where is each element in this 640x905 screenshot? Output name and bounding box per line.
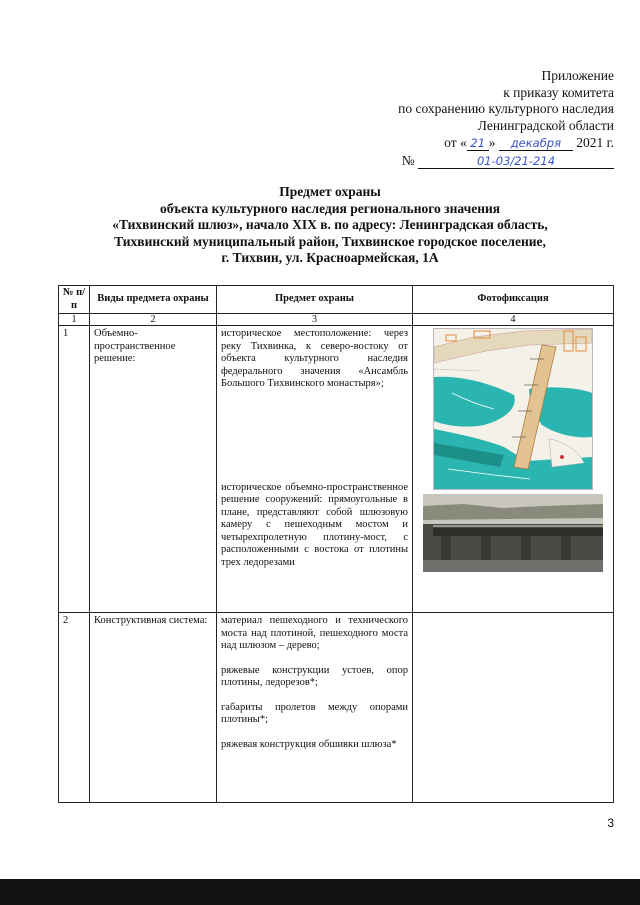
- title-line-2: объекта культурного наследия регионального значения: [159, 200, 501, 216]
- table-header-row: [59, 286, 614, 314]
- row-photos-empty: [413, 613, 614, 803]
- col-num-2: 2: [90, 314, 217, 326]
- title-line-5: г. Тихвин, ул. Красноармейская, 1А: [221, 250, 439, 265]
- appendix-header: [324, 68, 614, 169]
- header-subject: Предмет охраны: [217, 286, 413, 314]
- row-kind: Объемно-пространственное решение:: [90, 326, 217, 613]
- subject-crib-structures: ряжевые конструкции устоев, опор плотины, ледорезов*;: [221, 664, 408, 688]
- protection-table: [58, 285, 614, 803]
- row-number: 2: [59, 613, 90, 803]
- row-subject: [217, 326, 413, 613]
- row-subject: [217, 613, 413, 803]
- appendix-region-line: Ленинградской области: [477, 117, 614, 133]
- appendix-committee-line: по сохранению культурного наследия: [398, 101, 614, 116]
- bridge-photo-drawing: [423, 494, 603, 572]
- site-map-image: [433, 328, 593, 490]
- col-num-1: 1: [59, 314, 90, 326]
- subject-lock-cladding: ряжевая конструкция обшивки шлюза*: [221, 738, 397, 750]
- header-photo: Фотофиксация: [413, 286, 614, 314]
- column-number-row: [59, 314, 614, 326]
- date-year: 2021 г.: [576, 135, 614, 150]
- date-mid: »: [488, 135, 496, 150]
- document-title: [40, 184, 620, 267]
- subject-material: материал пешеходного и технического моста над плотиной, пешеходного моста над шлюзом – дерево;: [221, 615, 408, 651]
- date-day: 21: [467, 137, 489, 151]
- order-date: [324, 135, 614, 152]
- appendix-title: Приложение: [541, 68, 614, 83]
- date-month: декабря: [499, 137, 573, 151]
- header-kind: Виды предмета охраны: [90, 286, 217, 314]
- title-line-1: Предмет охраны: [279, 184, 381, 199]
- table-row: [59, 326, 614, 613]
- row-kind: Конструктивная система:: [90, 613, 217, 803]
- row-photos: [413, 326, 614, 613]
- title-line-4: Тихвинский муниципальный район, Тихвинское городское поселение,: [114, 233, 546, 249]
- subject-volume: историческое объемно-пространственное решение сооружений: прямоугольные в плане, представляют собой шлюзовую камеру с пешеходным мостом и четырехпролетную плотину-мост, с расположенными с востока от плотины трех ледорезами: [221, 481, 408, 568]
- row-number: 1: [59, 326, 90, 613]
- order-number: [324, 153, 614, 170]
- appendix-order-line: к приказу комитета: [503, 84, 614, 100]
- number-prefix: №: [401, 152, 415, 168]
- table-row: [59, 613, 614, 803]
- header-number: № п/п: [59, 286, 90, 314]
- scan-bottom-edge: [0, 879, 640, 905]
- number-value: 01-03/21-214: [418, 155, 614, 169]
- col-num-3: 3: [217, 314, 413, 326]
- bridge-photo-image: [423, 494, 603, 572]
- subject-span-dimensions: габариты пролетов между опорами плотины*;: [221, 701, 408, 725]
- site-map-drawing: [434, 329, 592, 489]
- col-num-4: 4: [413, 314, 614, 326]
- date-prefix: от «: [444, 135, 467, 150]
- subject-location: историческое местоположение: через реку Тихвинка, к северо-востоку от объекта культурного наследия федерального значения «Ансамбль Большого Тихвинского монастыря»;: [221, 328, 408, 389]
- page-number: 3: [607, 816, 614, 830]
- title-line-3: «Тихвинский шлюз», начало XIX в. по адресу: Ленинградская область,: [112, 217, 548, 232]
